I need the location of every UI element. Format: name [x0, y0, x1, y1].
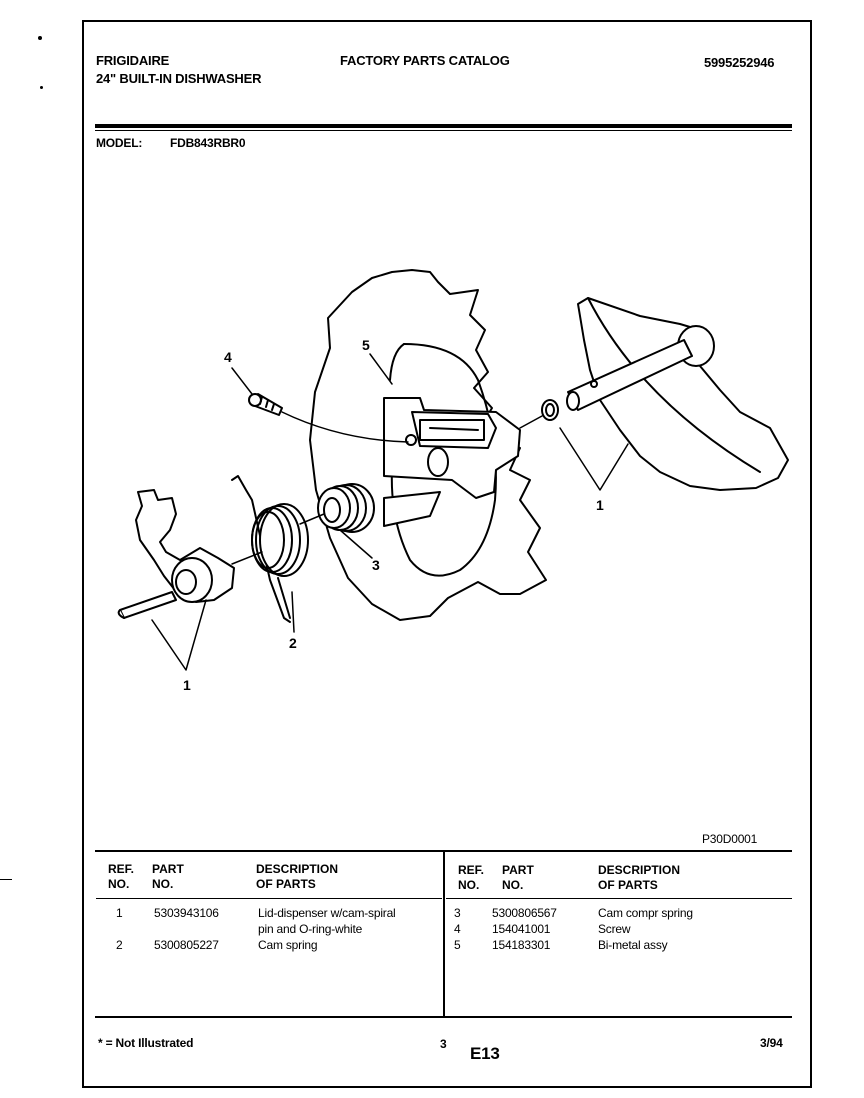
callout-3: 3: [372, 557, 380, 573]
header-underline: [96, 898, 442, 899]
col-header-part: PART NO.: [152, 862, 184, 891]
product-name: 24" BUILT-IN DISHWASHER: [96, 71, 262, 86]
callout-leader-1-left: [152, 600, 206, 670]
header-underline: [446, 898, 792, 899]
table-row: Screw: [598, 922, 631, 936]
cam-spring: [232, 476, 308, 622]
callout-leader-4: [232, 368, 252, 394]
catalog-title: FACTORY PARTS CATALOG: [340, 53, 510, 68]
cam-compression-spring: [318, 484, 374, 532]
table-row: 2: [116, 938, 123, 952]
table-row: 154041001: [492, 922, 551, 936]
callout-1-right: 1: [596, 497, 604, 513]
col-header-desc: DESCRIPTION OF PARTS: [598, 863, 681, 892]
table-row: Cam spring: [258, 938, 318, 952]
callout-leader-1-right: [560, 428, 628, 490]
table-row: Bi-metal assy: [598, 938, 668, 952]
table-row: Lid-dispenser w/cam-spiral: [258, 906, 396, 920]
table-row: 5: [454, 938, 461, 952]
section-code: E13: [470, 1044, 500, 1063]
callout-leader-2: [292, 592, 294, 632]
table-row: 3: [454, 906, 461, 920]
lid-dispenser-cover: [567, 298, 788, 490]
table-row: 4: [454, 922, 461, 936]
figure-code: P30D0001: [702, 832, 758, 846]
table-row: 154183301: [492, 938, 551, 952]
table-row: pin and O-ring-white: [258, 922, 363, 936]
callout-5: 5: [362, 337, 370, 353]
callout-2: 2: [289, 635, 297, 651]
table-bottom-rule: [95, 1016, 792, 1018]
brand-name: FRIGIDAIRE: [96, 53, 170, 68]
col-header-ref: REF. NO.: [108, 862, 135, 891]
col-header-ref: REF. NO.: [458, 863, 485, 892]
model-number: FDB843RBR0: [170, 136, 246, 150]
table-row: 5300805227: [154, 938, 219, 952]
footnote: * = Not Illustrated: [98, 1036, 194, 1050]
callout-4: 4: [224, 349, 232, 365]
col-header-desc: DESCRIPTION OF PARTS: [256, 862, 339, 891]
col-header-part: PART NO.: [502, 863, 534, 892]
table-row: Cam compr spring: [598, 906, 693, 920]
table-row: 5303943106: [154, 906, 219, 920]
catalog-number: 5995252946: [704, 55, 775, 70]
model-label: MODEL:: [96, 136, 143, 150]
callout-1-left: 1: [183, 677, 191, 693]
table-row: 5300806567: [492, 906, 557, 920]
table-divider: [443, 851, 445, 1017]
table-row: 1: [116, 906, 123, 920]
lid-dispenser-cam: [119, 490, 234, 618]
revision-date: 3/94: [760, 1036, 783, 1050]
page-number: 3: [440, 1037, 447, 1051]
